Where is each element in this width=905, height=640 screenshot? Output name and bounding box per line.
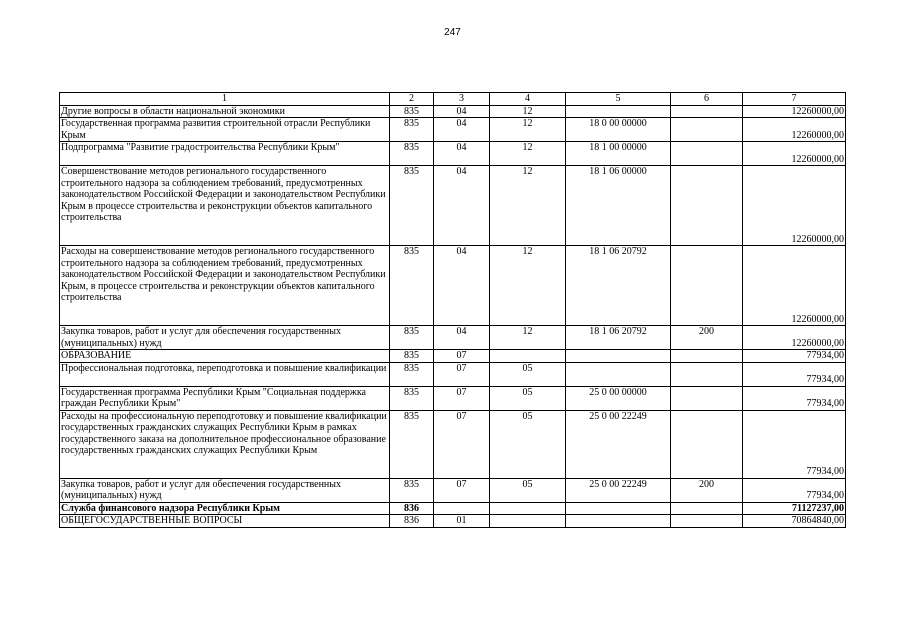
row-grbs: 836 xyxy=(390,502,434,515)
row-expense-type xyxy=(671,118,743,142)
row-grbs: 835 xyxy=(390,326,434,350)
row-section: 07 xyxy=(434,410,490,478)
row-amount: 12260000,00 xyxy=(743,326,846,350)
table-row xyxy=(60,142,846,166)
row-name: Другие вопросы в области национальной экономики xyxy=(60,105,390,118)
row-amount: 70864840,00 xyxy=(743,515,846,528)
table-row xyxy=(60,105,846,118)
table-row xyxy=(60,326,846,350)
table-row xyxy=(60,502,846,515)
row-expense-type xyxy=(671,350,743,363)
row-section: 04 xyxy=(434,166,490,246)
row-name: Подпрограмма "Развитие градостроительства Республики Крым" xyxy=(60,142,390,166)
row-subsection: 05 xyxy=(490,362,566,386)
header-cell: 5 xyxy=(566,93,671,106)
table-row xyxy=(60,118,846,142)
row-amount: 77934,00 xyxy=(743,478,846,502)
row-target-article xyxy=(566,502,671,515)
table-row xyxy=(60,386,846,410)
row-expense-type: 200 xyxy=(671,326,743,350)
row-name: Государственная программа Республики Крым "Социальная поддержка граждан Республики Крым" xyxy=(60,386,390,410)
row-section: 07 xyxy=(434,350,490,363)
row-grbs: 835 xyxy=(390,478,434,502)
table-header-row xyxy=(60,93,846,106)
header-cell: 4 xyxy=(490,93,566,106)
row-section xyxy=(434,502,490,515)
row-expense-type xyxy=(671,166,743,246)
row-subsection: 12 xyxy=(490,118,566,142)
row-grbs: 835 xyxy=(390,362,434,386)
row-name: Расходы на совершенствование методов регионального государственного строительного надзора за соблюдением требований, предусмотренных законодательством Российской Федерации и законодательством Республики Крым, в процессе строительства и реконструкции объектов капитального строительства xyxy=(60,246,390,326)
row-section: 01 xyxy=(434,515,490,528)
row-amount: 71127237,00 xyxy=(743,502,846,515)
row-name: Совершенствование методов регионального государственного строительного надзора за соблюдением требований, предусмотренных законодательством Российской Федерации и законодательством Республики Крым в процессе строительства и реконструкции объектов капитального строительства xyxy=(60,166,390,246)
row-target-article xyxy=(566,350,671,363)
row-section: 04 xyxy=(434,105,490,118)
row-section: 04 xyxy=(434,246,490,326)
row-subsection: 12 xyxy=(490,246,566,326)
row-subsection: 12 xyxy=(490,326,566,350)
row-expense-type xyxy=(671,142,743,166)
row-name: Служба финансового надзора Республики Крым xyxy=(60,502,390,515)
row-grbs: 835 xyxy=(390,246,434,326)
row-target-article: 25 0 00 22249 xyxy=(566,478,671,502)
table-row xyxy=(60,166,846,246)
row-grbs: 835 xyxy=(390,105,434,118)
row-target-article: 25 0 00 00000 xyxy=(566,386,671,410)
row-amount: 77934,00 xyxy=(743,362,846,386)
row-amount: 12260000,00 xyxy=(743,246,846,326)
row-amount: 12260000,00 xyxy=(743,105,846,118)
row-expense-type xyxy=(671,515,743,528)
table-row xyxy=(60,350,846,363)
row-grbs: 835 xyxy=(390,386,434,410)
row-amount: 12260000,00 xyxy=(743,142,846,166)
header-cell: 2 xyxy=(390,93,434,106)
row-grbs: 836 xyxy=(390,515,434,528)
row-target-article: 18 1 06 20792 xyxy=(566,246,671,326)
row-name: Государственная программа развития строительной отрасли Республики Крым xyxy=(60,118,390,142)
table-row xyxy=(60,515,846,528)
row-target-article: 18 1 06 20792 xyxy=(566,326,671,350)
page-number: 247 xyxy=(444,27,461,38)
table-row xyxy=(60,362,846,386)
table-row xyxy=(60,246,846,326)
row-target-article: 25 0 00 22249 xyxy=(566,410,671,478)
table-row xyxy=(60,410,846,478)
row-grbs: 835 xyxy=(390,166,434,246)
row-subsection: 12 xyxy=(490,105,566,118)
row-grbs: 835 xyxy=(390,142,434,166)
row-grbs: 835 xyxy=(390,410,434,478)
row-section: 04 xyxy=(434,118,490,142)
row-section: 04 xyxy=(434,142,490,166)
row-subsection: 12 xyxy=(490,166,566,246)
row-target-article: 18 1 06 00000 xyxy=(566,166,671,246)
header-cell: 3 xyxy=(434,93,490,106)
row-subsection: 05 xyxy=(490,386,566,410)
row-target-article: 18 0 00 00000 xyxy=(566,118,671,142)
row-target-article: 18 1 00 00000 xyxy=(566,142,671,166)
row-section: 04 xyxy=(434,326,490,350)
row-section: 07 xyxy=(434,386,490,410)
row-name: Закупка товаров, работ и услуг для обеспечения государственных (муниципальных) нужд xyxy=(60,326,390,350)
row-expense-type xyxy=(671,410,743,478)
header-cell: 7 xyxy=(743,93,846,106)
row-subsection xyxy=(490,502,566,515)
row-grbs: 835 xyxy=(390,118,434,142)
row-expense-type xyxy=(671,362,743,386)
row-amount: 77934,00 xyxy=(743,386,846,410)
row-subsection: 05 xyxy=(490,478,566,502)
row-subsection: 12 xyxy=(490,142,566,166)
row-target-article xyxy=(566,105,671,118)
budget-table xyxy=(59,92,846,528)
table-row xyxy=(60,478,846,502)
header-cell: 6 xyxy=(671,93,743,106)
header-cell: 1 xyxy=(60,93,390,106)
row-grbs: 835 xyxy=(390,350,434,363)
row-amount: 12260000,00 xyxy=(743,166,846,246)
row-name: Закупка товаров, работ и услуг для обеспечения государственных (муниципальных) нужд xyxy=(60,478,390,502)
row-subsection: 05 xyxy=(490,410,566,478)
row-subsection xyxy=(490,350,566,363)
row-expense-type: 200 xyxy=(671,478,743,502)
row-amount: 12260000,00 xyxy=(743,118,846,142)
row-expense-type xyxy=(671,502,743,515)
row-expense-type xyxy=(671,246,743,326)
row-expense-type xyxy=(671,386,743,410)
row-amount: 77934,00 xyxy=(743,350,846,363)
row-target-article xyxy=(566,362,671,386)
row-expense-type xyxy=(671,105,743,118)
row-section: 07 xyxy=(434,362,490,386)
row-subsection xyxy=(490,515,566,528)
row-name: Расходы на профессиональную переподготовку и повышение квалификации государственных гражданских служащих Республики Крым в рамках государственного заказа на дополнительное профессиональное образование государственных гражданских служащих Республики Крым xyxy=(60,410,390,478)
row-target-article xyxy=(566,515,671,528)
row-name: ОБРАЗОВАНИЕ xyxy=(60,350,390,363)
row-amount: 77934,00 xyxy=(743,410,846,478)
row-name: ОБЩЕГОСУДАРСТВЕННЫЕ ВОПРОСЫ xyxy=(60,515,390,528)
row-section: 07 xyxy=(434,478,490,502)
row-name: Профессиональная подготовка, переподготовка и повышение квалификации xyxy=(60,362,390,386)
